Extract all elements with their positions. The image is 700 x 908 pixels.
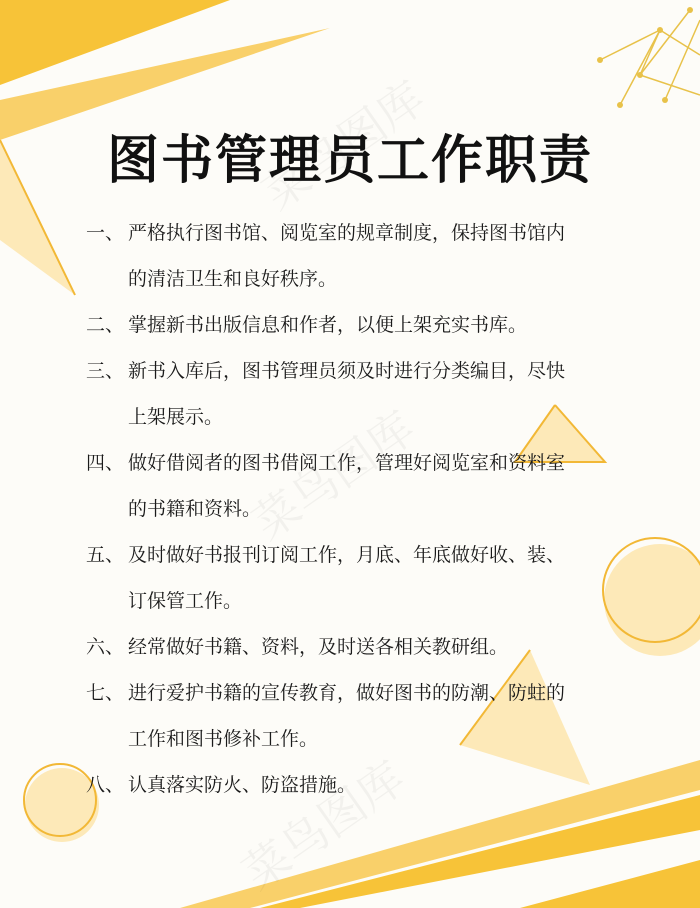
item-number: 六、 [86,636,125,658]
page-title: 图书管理员工作职责 [106,131,593,191]
item-text: 认真落实防火、防盗措施。 [128,774,357,796]
list-item [86,670,626,762]
item-text: 进行爱护书籍的宣传教育，做好图书的防潮、防蛀的 [128,682,566,704]
list-item [86,302,626,348]
item-text-continued: 工作和图书修补工作。 [128,728,319,750]
item-text-continued: 订保管工作。 [128,590,243,612]
item-text: 掌握新书出版信息和作者，以便上架充实书库。 [128,314,528,336]
item-text-continued: 的书籍和资料。 [128,498,262,520]
item-text: 经常做好书籍、资料，及时送各相关教研组。 [128,636,509,658]
duty-list [86,210,626,808]
line-network-decoration [600,10,700,105]
item-text: 严格执行图书馆、阅览室的规章制度，保持图书馆内 [128,222,566,244]
list-item [86,348,626,440]
item-number: 二、 [86,314,125,336]
bottom-right-corner [520,860,700,908]
item-number: 一、 [86,222,125,244]
item-text-continued: 的清洁卫生和良好秩序。 [128,268,338,290]
item-text: 及时做好书报刊订阅工作，月底、年底做好收、装、 [128,544,566,566]
list-item [86,440,626,532]
item-number: 五、 [86,544,125,566]
item-number: 四、 [86,452,125,474]
list-item [86,210,626,302]
item-text-continued: 上架展示。 [128,406,224,428]
list-item [86,624,626,670]
item-number: 七、 [86,682,125,704]
item-text: 新书入库后，图书管理员须及时进行分类编目，尽快 [128,360,566,382]
item-number: 八、 [86,774,125,796]
item-number: 三、 [86,360,125,382]
list-item [86,762,626,808]
list-item [86,532,626,624]
item-text: 做好借阅者的图书借阅工作，管理好阅览室和资料室 [128,452,566,474]
